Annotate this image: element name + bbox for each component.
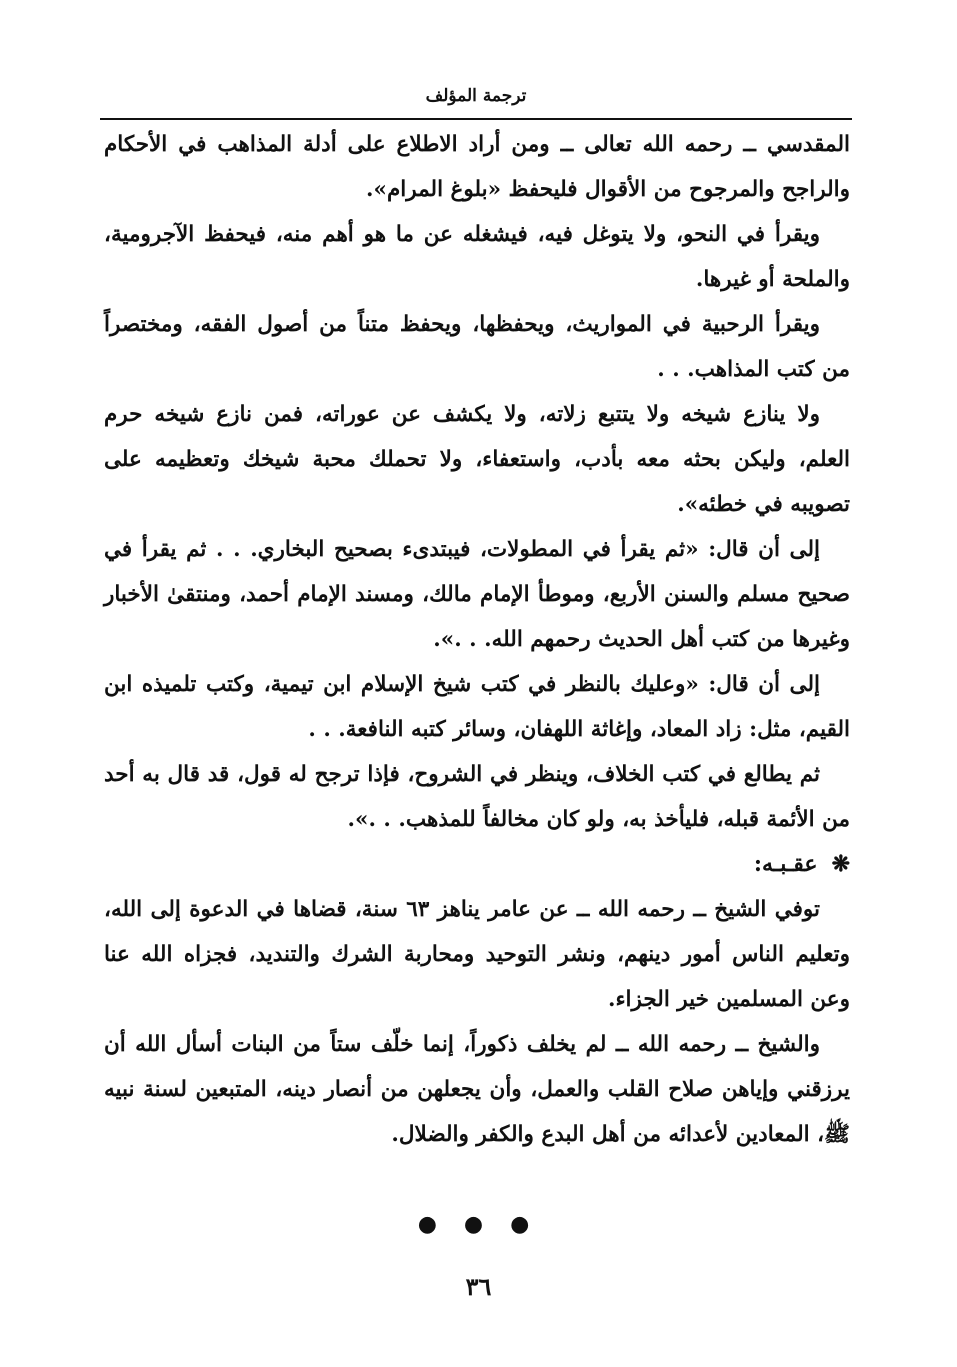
section-heading [104, 842, 850, 887]
paragraph: ثم يطالع في كتب الخلاف، وينظر في الشروح، فإذا ترجح له قول، قد قال به أحد من الأئمة قبله، فليأخذ به، ولو كان مخالفاً للمذهب. . .». [104, 762, 850, 832]
paragraph: توفي الشيخ ــ رحمه الله ــ عن عامر يناهز ٦٣ سنة، قضاها في الدعوة إلى الله، وتعليم الناس أمور دينهم، ونشر التوحيد ومحاربة الشرك والتنديد، فجزاه الله عنا وعن المسلمين خير الجزاء. [104, 897, 850, 1012]
paragraph-continuation: المقدسي ــ رحمه الله تعالى ــ ومن أراد الاطلاع على أدلة المذاهب في الأحكام والراجح والمرجوح من الأقوال فليحفظ «بلوغ المرام». [104, 132, 850, 202]
paragraph: ولا ينازع شيخه ولا يتتبع زلاته، ولا يكشف عن عوراته، فمن نازع شيخه حرم العلم، وليكن بحثه معه بأدب، واستعفاء، ولا تحملك محبة شيخك وتعظيمه على تصويبه في خطئه». [104, 402, 850, 517]
section-separator: ● ● ● [417, 1212, 540, 1237]
paragraph: إلى أن قال: «وعليك بالنظر في كتب شيخ الإسلام ابن تيمية، وكتب تلميذه ابن القيم، مثل: زاد المعاد، وإغاثة اللهفان، وسائر كتبه النافعة. . . [104, 672, 850, 742]
header-rule [100, 118, 852, 120]
text-body [104, 122, 850, 1157]
page-number: ٣٦ [465, 1272, 492, 1301]
paragraph: ويقرأ في النحو، ولا يتوغل فيه، فيشغله عن ما هو أهم منه، فيحفظ الآجرومية، والملحة أو غيرها. [104, 222, 850, 292]
running-header: ترجمة المؤلف [425, 86, 527, 106]
section-heading-text: عقـبـه: [753, 851, 818, 877]
star-icon: ❋ [831, 851, 850, 877]
paragraph: إلى أن قال: «ثم يقرأ في المطولات، فيبتدىء بصحيح البخاري. . . ثم يقرأ في صحيح مسلم والسنن الأربع، وموطأ الإمام مالك، ومسند الإمام أحمد، ومنتقىٰ الأخبار وغيرها من كتب أهل الحديث رحمهم الله. . .». [104, 537, 850, 652]
paragraph: ويقرأ الرحبية في المواريث، ويحفظها، ويحفظ متناً من أصول الفقه، ومختصراً من كتب المذاهب. . . [104, 312, 850, 382]
paragraph: والشيخ ــ رحمه الله ــ لم يخلف ذكوراً، إنما خلّف ستاً من البنات أسأل الله أن يرزقني وإياهن صلاح القلب والعمل، وأن يجعلهن من أنصار دينه، المتبعين لسنة نبيه ﷺ، المعادين لأعدائه من أهل البدع والكفر والضلال. [104, 1032, 850, 1147]
